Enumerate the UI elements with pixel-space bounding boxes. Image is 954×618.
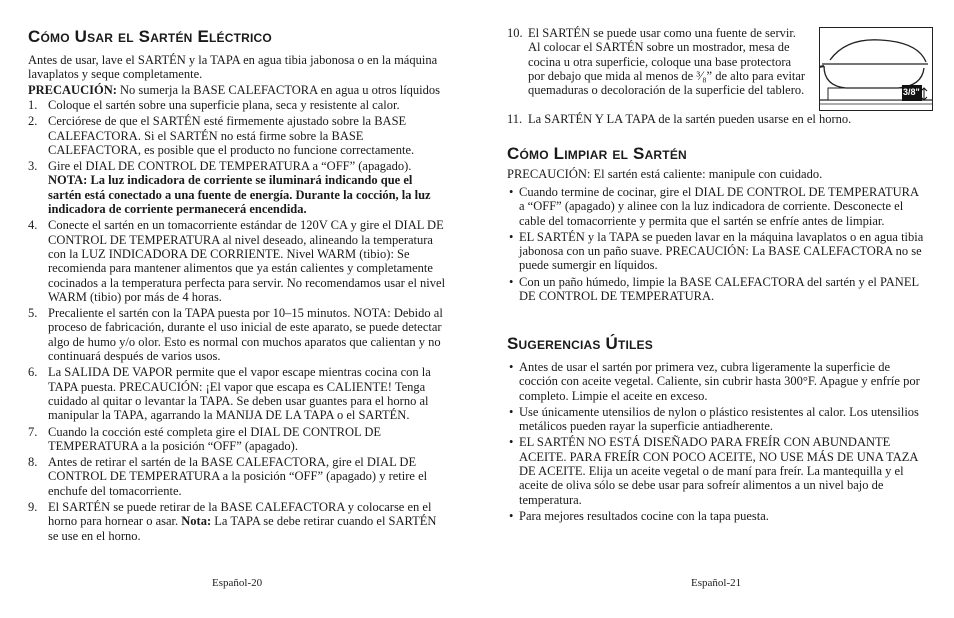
list-item	[28, 306, 446, 363]
cleaning-caution	[507, 167, 925, 181]
bullet-text: Cuando termine de cocinar, gire el DIAL DE CONTROL DE TEMPERATURA a “OFF” (apagado) y alinee con la luz indicadora de corriente. Desconecte el cable del tomacorriente y permita que el sartén se enfríe antes de limpiar.	[519, 185, 919, 228]
step-text: Coloque el sartén sobre una superficie plana, seca y resistente al calor.	[48, 98, 400, 112]
tips-list	[507, 360, 925, 523]
step-number: 10.	[507, 26, 523, 40]
list-item	[28, 425, 446, 454]
step-number: 8.	[28, 455, 38, 470]
bullet-text: Antes de usar el sartén por primera vez, cubra ligeramente la superficie de cocción con aceite vegetal. Caliente, sin cubrir hasta 300°F. Apague y enfríe por completo. Limpie el aceite en exceso.	[519, 360, 920, 403]
list-item	[507, 230, 925, 273]
step-text: La SALIDA DE VAPOR permite que el vapor escape mientras cocina con la TAPA puesta. PRECAUCIÓN: ¡El vapor que escapa es CALIENTE! Tenga cuidado al quitar o levantar la TAPA. Se deben usar guantes para el horno al manipular la TAPA, agarrando la MANIJA DE LA TAPA o el SARTÉN.	[48, 365, 431, 423]
step-text	[28, 500, 446, 543]
step-text: Precaliente el sartén con la TAPA puesta por 10–15 minutos. NOTA: Debido al proceso de fabricación, durante el uso inicial de este aparato, se puede detectar algo de humo y/o olor. Esto es normal con muchos aparatos que calientan y no continuará después de varios usos.	[48, 306, 443, 364]
list-item	[507, 405, 925, 434]
step-text: Cerciórese de que el SARTÉN esté firmemente ajustado sobre la BASE CALEFACTORA. Si el SARTÉN no está firme sobre la BASE CALEFACTORA, es posible que el producto no funcione correctamente.	[48, 114, 415, 157]
step-text: Gire el DIAL DE CONTROL DE TEMPERATURA a “OFF” (apagado).	[48, 159, 412, 174]
usage-steps	[28, 98, 446, 543]
caution-label: PRECAUCIÓN:	[28, 83, 117, 97]
list-item	[507, 360, 925, 403]
step-text: Cuando la cocción esté completa gire el DIAL DE CONTROL DE TEMPERATURA a la posición “OFF” (apagado).	[48, 424, 382, 453]
bullet-text: Con un paño húmedo, limpie la BASE CALEFACTORA del sartén y el PANEL DE CONTROL DE TEMPERATURA.	[519, 274, 919, 304]
caution-text: No sumerja la BASE CALEFACTORA en agua u otros líquidos	[116, 83, 441, 97]
bullet-text: Use únicamente utensilios de nylon o plástico resistentes al calor. Los utensilios metálicos pueden rayar la superficie antiadherente.	[519, 404, 919, 434]
list-item	[28, 159, 446, 216]
skillet-height-figure	[819, 27, 933, 111]
bullet: •	[509, 274, 514, 289]
bullet: •	[509, 229, 514, 244]
page-number-right: Español-21	[691, 577, 742, 589]
cleaning-caution-label: PRECAUCIÓN	[507, 167, 587, 181]
step-number: 5.	[28, 306, 38, 321]
list-item	[507, 435, 925, 506]
cleaning-list	[507, 185, 925, 303]
page-number-left: Español-20	[212, 577, 263, 589]
cleaning-caution-text: : El sartén está caliente: manipule con cuidado.	[586, 167, 823, 181]
step-number: 3.	[28, 159, 38, 174]
bullet-text: EL SARTÉN NO ESTÁ DISEÑADO PARA FREÍR CON ABUNDANTE ACEITE. PARA FREÍR CON POCO ACEITE, NO USE MÁS DE UNA TAZA DE ACEITE. Elija un aceite vegetal o de maní para freír. La mantequilla y el aceite de oliva sólo se debe usar para sofreír alimentos a un nivel bajo de temperatura.	[519, 435, 918, 507]
bullet-text: EL SARTÉN y la TAPA se pueden lavar en la máquina lavaplatos o en agua tibia jabonosa con un paño suave. PRECAUCIÓN: La BASE CALEFACTORA no se puede sumergir en líquidos.	[519, 229, 924, 273]
list-item	[28, 455, 446, 498]
step-note: NOTA: La luz indicadora de corriente se iluminará indicando que el sartén está conectado a una fuente de energía. Durante la cocción, la luz indicadora de corriente permanecerá encendida.	[48, 173, 431, 217]
step-text: Conecte el sartén en un tomacorriente estándar de 120V CA y gire el DIAL DE CONTROL DE TEMPERATURA al nivel deseado, alineando la temperatura con la LUZ INDICADORA DE CORRIENTE. Nivel WARM (tibio): Se recomienda para mantener alimentos que ya están calientes y completamente cocinados a la temperatura perfecta para servir. No recomendamos usar el nivel WARM (tibio) por más de 4 horas.	[48, 218, 446, 304]
step-number: 4.	[28, 218, 38, 233]
bullet: •	[509, 404, 514, 419]
list-item	[28, 218, 446, 304]
bullet: •	[509, 435, 514, 450]
list-item	[507, 185, 925, 228]
tips-heading: Sugerencias Útiles	[507, 334, 653, 353]
usage-caution	[28, 83, 446, 97]
list-item	[507, 112, 925, 126]
bullet: •	[509, 185, 514, 199]
list-item	[28, 114, 446, 157]
height-label: 3/8"	[903, 87, 920, 97]
step-text: El SARTÉN se puede usar como una fuente de servir. Al colocar el SARTÉN sobre un mostrador, mesa de cocina u otra superficie, coloque una base protectora por debajo que mida al menos de ³⁄₈” de alto para evitar quemaduras o decoloración de la superficie del tablero.	[528, 26, 806, 98]
list-item	[507, 275, 925, 304]
step-number: 11.	[507, 112, 523, 126]
step-number: 9.	[28, 500, 38, 515]
step-note-rest: La TAPA se debe retirar cuando el SARTÉN se use en el horno.	[48, 514, 437, 543]
list-item	[507, 26, 807, 97]
list-item	[28, 500, 446, 543]
bullet-text: Para mejores resultados cocine con la tapa puesta.	[519, 508, 769, 523]
step-text: Antes de retirar el sartén de la BASE CALEFACTORA, gire el DIAL DE CONTROL DE TEMPERATURA a la posición “OFF” (apagado) y retire el enchufe del tomacorriente.	[48, 455, 428, 498]
bullet: •	[509, 360, 514, 374]
usage-heading: Cómo Usar el Sartén Eléctrico	[28, 27, 272, 46]
step-text: La SARTÉN Y LA TAPA de la sartén pueden usarse en el horno.	[528, 112, 852, 126]
step-number: 7.	[28, 424, 38, 439]
list-item	[28, 365, 446, 422]
list-item	[28, 98, 446, 112]
cleaning-heading: Cómo Limpiar el Sartén	[507, 144, 687, 163]
usage-intro: Antes de usar, lave el SARTÉN y la TAPA en agua tibia jabonosa o en la máquina lavaplatos y seque completamente.	[28, 53, 438, 82]
step-text-main: El SARTÉN se puede retirar de la BASE CALEFACTORA y colocarse en el horno para hornear o asar.	[48, 500, 432, 529]
list-item	[507, 509, 925, 523]
step-number: 2.	[28, 114, 38, 129]
step-number: 1.	[28, 98, 38, 112]
step-number: 6.	[28, 365, 38, 380]
bullet: •	[509, 508, 514, 523]
step-note-label: Nota:	[181, 514, 212, 529]
